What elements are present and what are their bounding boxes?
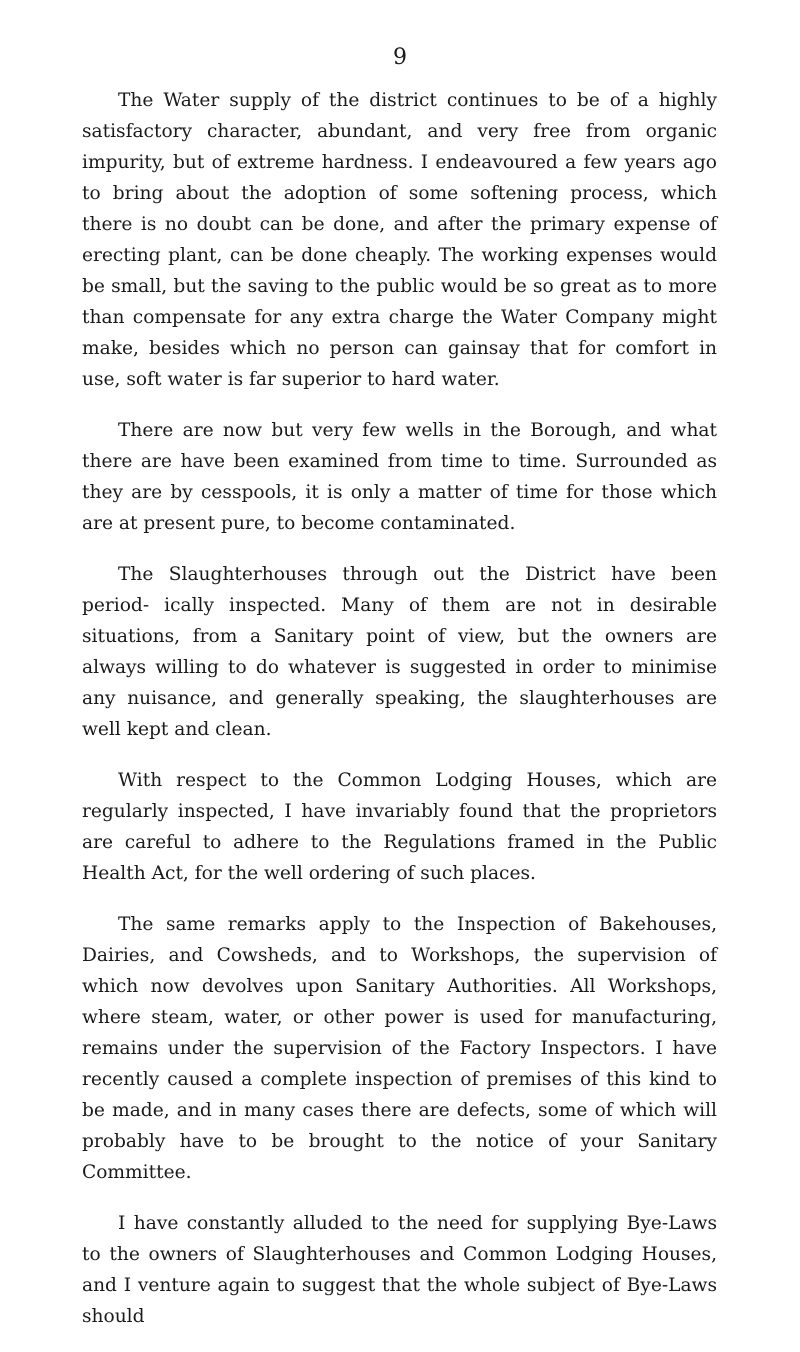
paragraph-lodging-houses: With respect to the Common Lodging Houses, which are regularly inspected, I have invariably found that the proprietors are careful to adhere to the Regulations framed in the Public Health Act, for the well ordering of such places.: [82, 770, 717, 884]
paragraph-water-supply: The Water supply of the district continues to be of a highly satisfactory character, abundant, and very free from organic impurity, but of extreme hardness. I endeavoured a few years ago to bring about the adoption of some softening process, which there is no doubt can be done, and after the primary expense of erecting plant, can be done cheaply. The working expenses would be small, but the saving to the public would be so great as to more than compensate for any extra charge the Water Company might make, besides which no person can gainsay that for comfort in use, soft water is far superior to hard water.: [82, 90, 717, 390]
paragraph-bakehouses-workshops: The same remarks apply to the Inspection of Bakehouses, Dairies, and Cowsheds, and to Workshops, the supervision of which now devolves upon Sanitary Authorities. All Workshops, where steam, water, or other power is used for manufacturing, remains under the supervision of the Factory Inspectors. I have recently caused a complete inspection of premises of this kind to be made, and in many cases there are defects, some of which will probably have to be brought to the notice of your Sanitary Committee.: [82, 914, 717, 1183]
body-text: [82, 85, 717, 1352]
page-number: 9: [393, 45, 407, 70]
paragraph-bye-laws: I have constantly alluded to the need for supplying Bye-Laws to the owners of Slaughterhouses and Common Lodging Houses, and I venture again to suggest that the whole subject of Bye-Laws should: [82, 1213, 717, 1327]
paragraph-wells: There are now but very few wells in the Borough, and what there are have been examined from time to time. Surrounded as they are by cesspools, it is only a matter of time for those which are at present pure, to become contaminated.: [82, 420, 717, 534]
paragraph-slaughterhouses: The Slaughterhouses through out the District have been period- ically inspected. Many of them are not in desirable situations, from a Sanitary point of view, but the owners are always willing to do whatever is suggested in order to minimise any nuisance, and generally speaking, the slaughterhouses are well kept and clean.: [82, 564, 717, 740]
